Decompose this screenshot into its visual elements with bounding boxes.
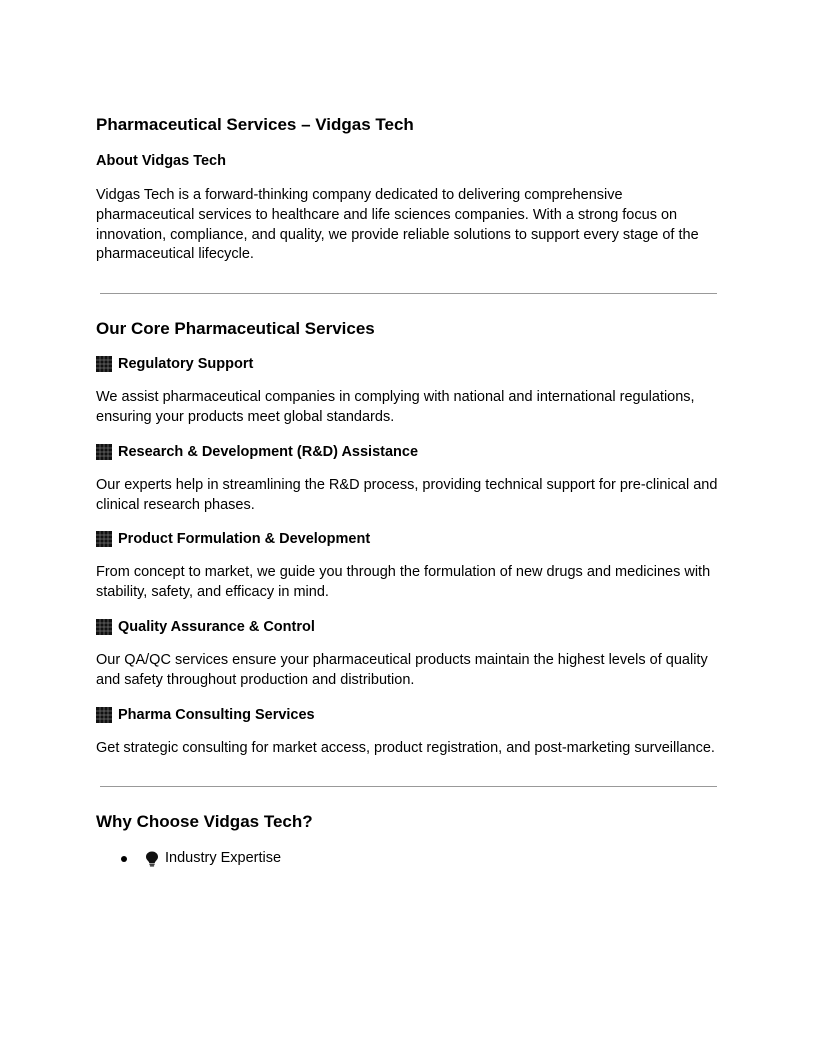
about-heading: About Vidgas Tech <box>96 153 226 169</box>
service-heading <box>96 618 720 636</box>
grid-icon <box>96 619 112 635</box>
why-heading: Why Choose Vidgas Tech? <box>96 812 313 832</box>
service-title: Regulatory Support <box>118 356 254 373</box>
grid-icon <box>96 531 112 547</box>
service-heading <box>96 706 720 724</box>
grid-icon <box>96 707 112 723</box>
service-title: Research & Development (R&D) Assistance <box>118 443 419 460</box>
divider <box>100 293 717 294</box>
service-description: We assist pharmaceutical companies in complying with national and international regulations, ensuring your products meet global standards. <box>96 389 695 425</box>
services-heading: Our Core Pharmaceutical Services <box>96 319 375 339</box>
services-list <box>96 355 720 758</box>
service-heading <box>96 443 720 461</box>
document-content <box>96 114 720 868</box>
why-list <box>96 849 720 868</box>
page-title: Pharmaceutical Services – Vidgas Tech <box>96 115 414 134</box>
why-item-label: Industry Expertise <box>165 850 282 867</box>
service-description: From concept to market, we guide you through the formulation of new drugs and medicines with stability, safety, and efficacy in mind. <box>96 564 711 601</box>
bullet-icon <box>121 856 127 862</box>
service-title: Product Formulation & Development <box>118 531 371 548</box>
service-description: Our QA/QC services ensure your pharmaceutical products maintain the highest levels of quality and safety throughout production and distribution. <box>96 651 708 688</box>
list-item <box>96 849 720 868</box>
divider <box>100 786 717 787</box>
service-heading <box>96 530 720 548</box>
service-heading <box>96 355 720 373</box>
service-description: Get strategic consulting for market access, product registration, and post-marketing surveillance. <box>96 739 715 756</box>
service-title: Quality Assurance & Control <box>118 618 315 635</box>
grid-icon <box>96 356 112 372</box>
about-paragraph: Vidgas Tech is a forward-thinking company dedicated to delivering comprehensive pharmaceutical services to healthcare and life sciences companies. With a strong focus on innovation, compliance, and quality, we provide reliable solutions to support every stage of the pharmaceutical lifecycle. <box>96 187 699 263</box>
service-description: Our experts help in streamlining the R&D process, providing technical support for pre-clinical and clinical research phases. <box>96 476 718 513</box>
service-title: Pharma Consulting Services <box>118 706 315 723</box>
lightbulb-icon <box>145 851 159 867</box>
grid-icon <box>96 444 112 460</box>
